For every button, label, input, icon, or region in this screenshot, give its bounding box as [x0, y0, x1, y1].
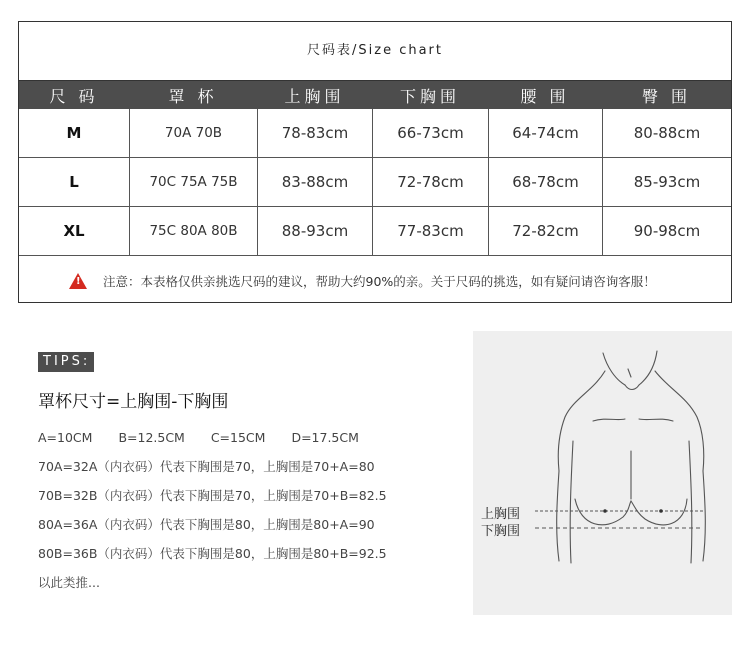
table-header-row [19, 81, 731, 109]
upper-bust-cell: 78-83cm [257, 109, 372, 157]
cup-definitions [38, 428, 387, 457]
header-waist: 腰 围 [520, 86, 570, 106]
tips-line: 以此类推... [38, 575, 100, 590]
size-note [19, 255, 731, 305]
tips-line: 80A=36A（内衣码）代表下胸围是80，上胸围是80+A=90 [38, 517, 375, 532]
cup-definition: C=15CM [210, 430, 266, 445]
header-under-bust: 下胸围 [399, 86, 460, 106]
table-row [19, 109, 731, 157]
upper-bust-cell: 83-88cm [257, 158, 372, 206]
tips-line: 70B=32B（内衣码）代表下胸围是70，上胸围是70+B=82.5 [38, 488, 387, 503]
tips-line: 80B=36B（内衣码）代表下胸围是80，上胸围是80+B=92.5 [38, 546, 387, 561]
header-hip: 臀 围 [641, 86, 692, 106]
size-chart-table [18, 21, 732, 303]
tips-lines [38, 428, 387, 602]
header-cup: 罩 杯 [168, 86, 218, 106]
under-bust-cell: 77-83cm [372, 207, 488, 255]
size-cell: M [66, 124, 82, 142]
header-upper-bust: 上胸围 [284, 86, 345, 106]
tips-tag: TIPS: [38, 352, 94, 372]
under-bust-cell: 66-73cm [372, 109, 488, 157]
cup-definition: A=10CM [38, 430, 93, 445]
waist-cell: 68-78cm [488, 158, 602, 206]
tips-line: 70A=32A（内衣码）代表下胸围是70，上胸围是70+A=80 [38, 459, 375, 474]
size-cell: L [69, 173, 79, 191]
table-row [19, 157, 731, 206]
warning-triangle-icon [69, 273, 87, 289]
under-bust-label: 下胸围 [481, 524, 521, 539]
chart-title: 尺码表/Size chart [19, 22, 731, 81]
hip-cell: 80-88cm [602, 109, 731, 157]
cup-definition: D=17.5CM [291, 430, 359, 445]
hip-cell: 85-93cm [602, 158, 731, 206]
cup-cell: 75C 80A 80B [129, 207, 257, 255]
torso-drawing [473, 331, 732, 615]
cup-formula: 罩杯尺寸=上胸围-下胸围 [38, 392, 229, 412]
waist-cell: 72-82cm [488, 207, 602, 255]
measurement-illustration [473, 331, 732, 615]
cup-cell: 70A 70B [129, 109, 257, 157]
waist-cell: 64-74cm [488, 109, 602, 157]
cup-cell: 70C 75A 75B [129, 158, 257, 206]
upper-bust-cell: 88-93cm [257, 207, 372, 255]
note-text: 注意：本表格仅供亲挑选尺码的建议，帮助大约90%的亲。关于尺码的挑选，如有疑问请咨询客服！ [103, 273, 656, 289]
size-cell: XL [63, 222, 85, 240]
header-size: 尺 码 [49, 86, 99, 106]
cup-definition: B=12.5CM [118, 430, 185, 445]
under-bust-cell: 72-78cm [372, 158, 488, 206]
table-row [19, 206, 731, 255]
upper-bust-label: 上胸围 [481, 507, 521, 522]
hip-cell: 90-98cm [602, 207, 731, 255]
